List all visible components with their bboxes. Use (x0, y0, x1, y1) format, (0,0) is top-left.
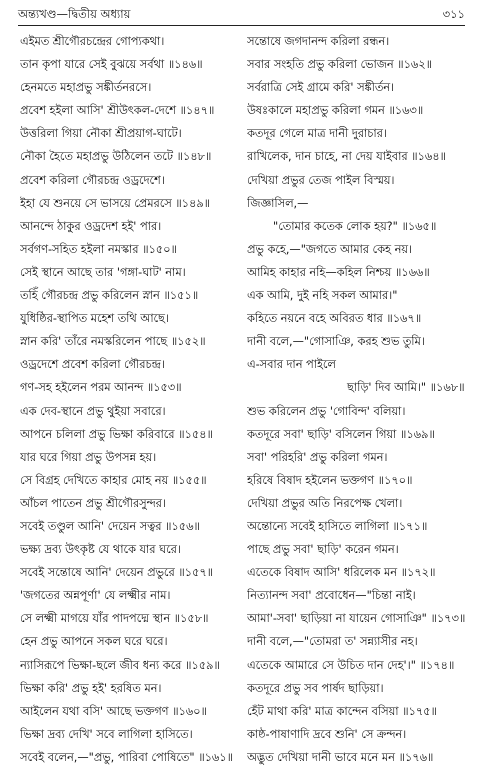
verse-line: উষঃকালে মহাপ্রভু করিলা গমন ॥১৬৩॥ (247, 104, 424, 118)
verse-line: সবেই বলেন,—"প্রভু, পারিবা পোষিতে" ॥১৬১॥ (20, 750, 233, 764)
verse-line: হেন প্রভু আপনে সকল ঘরে ঘরে। (20, 635, 168, 649)
verse-line: এইমত শ্রীগৌরচন্দ্রের গোপ্যকথা। (20, 35, 165, 48)
verse-line: এক আমি, দুই নহি সকল আমার।" (247, 289, 398, 303)
right-column (247, 30, 475, 769)
verse-line: রাখিলেক, দান চাহে, না দেয় যাইবার ॥১৬৪॥ (247, 150, 446, 164)
running-header (18, 6, 465, 22)
verse-line: অদ্ভুত দেখিয়া দানী ভাবে মনে মন ॥১৭৬॥ (247, 750, 434, 764)
verse-line: পাছে প্রভু সবা' ছাড়ি' করেন গমন। (247, 543, 399, 557)
verse-line: নিত্যানন্দ সবা' প্রবোধেন—"চিন্তা নাই। (247, 589, 416, 603)
verse-line: "তোমার কতেক লোক হয়?" ॥১৬৫॥ (273, 219, 437, 233)
verse-line: আমা'-সবা' ছাড়িয়া না যায়েন গোসাঞি" ॥১৭৩॥ (247, 612, 466, 626)
verse-line: সবার সংহতি প্রভু করিলা ভোজন ॥১৬২॥ (247, 58, 432, 72)
verse-line: কাষ্ঠ-পাষাণাদি দ্রবে শুনি' সে ক্রন্দন। (247, 727, 407, 741)
verse-line: ইহা যে শুনয়ে সে ভাসয়ে প্রেমরসে ॥১৪৯॥ (20, 196, 211, 210)
verse-line: প্রবেশ হইলা আসি' শ্রীউৎকল-দেশে ॥১৪৭॥ (20, 104, 215, 118)
verse-line: দেখিয়া প্রভুর অতি নিরপেক্ষ খেলা। (247, 496, 403, 510)
verse-line: ছাড়ি' দিব আমি।" ॥১৬৮॥ (347, 381, 465, 395)
header-rule (18, 25, 465, 26)
left-column (20, 30, 248, 769)
verse-line: সবেই তণ্ডুল আনি' দেয়েন সত্বর ॥১৫৬॥ (20, 519, 200, 533)
verse-line: কতদূর গেলে মাত্র দানী দুরাচার। (247, 127, 387, 141)
verse-line: আঁচল পাতেন প্রভু শ্রীগৌরসুন্দর। (20, 496, 166, 510)
verse-line: প্রবেশ করিলা গৌরচন্দ্র ওড্রদেশে। (20, 173, 165, 187)
verse-line: ভিক্ষা দ্রব্য দেখি' সবে লাগিলা হাসিতে। (20, 727, 193, 741)
verse-line: উত্তরিলা গিয়া নৌকা শ্রীপ্রয়াগ-ঘাটে। (20, 127, 182, 141)
verse-line: ন্যাসিরূপে ভিক্ষা-ছলে জীব ধন্য করে ॥১৫৯॥ (20, 658, 220, 672)
verse-line: সে লক্ষ্মী মাগয়ে যাঁর পাদপদ্মে স্থান ॥১৫৮॥ (20, 612, 209, 626)
verse-line: হেনমতে মহাপ্রভু সঙ্কীর্তনরসে। (20, 81, 152, 95)
verse-line: আমিহ কাহার নহি—কহিল নিশ্চয় ॥১৬৬॥ (247, 265, 430, 279)
verse-line: সবেই সন্তোষে আনি' দেয়েন প্রভুরে ॥১৫৭॥ (20, 566, 214, 580)
verse-line: এতেকে আমারে সে উচিত দান দেহ'।" ॥১৭৪॥ (247, 658, 455, 672)
verse-line: ভক্ষ্য দ্রব্য উৎকৃষ্ট যে থাকে যার ঘরে। (20, 543, 181, 557)
verse-line: সর্বরাত্রি সেই গ্রামে করি' সঙ্কীর্তন। (247, 81, 395, 95)
running-title: অন্ত্যখণ্ড—দ্বিতীয় অধ্যায় (18, 7, 131, 21)
verse-line: কহিতে নয়নে বহে অবিরত ধার ॥১৬৭॥ (247, 312, 422, 326)
verse-line: এতেকে বিষাদ আসি' ধরিলেক মন ॥১৭২॥ (247, 566, 436, 580)
verse-line: এক দেব-স্থানে প্রভু থুইয়া সবারে। (20, 404, 166, 418)
verse-line: কতদূরে প্রভু সব পার্ষদ ছাড়িয়া। (247, 681, 384, 695)
verse-line: সে বিগ্রহ দেখিতে কাহার মোহ নয় ॥১৫৫॥ (20, 473, 207, 487)
verse-line: কতদূরে সবা' ছাড়ি' বসিলেন গিয়া ॥১৬৯॥ (247, 427, 435, 441)
verse-line: আপনে চলিলা প্রভু ভিক্ষা করিবারে ॥১৫৪॥ (20, 427, 213, 441)
verse-line: গণ-সহ হইলেন পরম আনন্দ ॥১৫৩॥ (20, 381, 182, 395)
verse-line: শুভ করিলেন প্রভু 'গোবিন্দ' বলিয়া। (247, 404, 406, 418)
verse-line: তহিঁ গৌরচন্দ্র প্রভু করিলেন স্নান ॥১৫১॥ (20, 289, 199, 303)
verse-line: সর্বগণ-সহিত হইলা নমস্কার ॥১৫০॥ (20, 242, 177, 256)
verse-line: জিজ্ঞাসিল,— (247, 196, 309, 210)
verse-line: যুধিষ্ঠির-স্থাপিত মহেশ তথি আছে। (20, 312, 169, 326)
verse-line: 'জগতের অন্নপূর্ণা' যে লক্ষ্মীর নাম। (20, 589, 171, 603)
verse-line: তান কৃপা যারে সেই বুঝয়ে সর্বথা ॥১৪৬॥ (20, 58, 203, 72)
verse-line: ওড্রদেশে প্রবেশ করিলা গৌরচন্দ্র। (20, 358, 165, 372)
verse-line: দানী বলে,—"তোমরা ত' সন্ন্যাসীর নহ। (247, 635, 418, 649)
verse-line: প্রভু কহে,—"জগতে আমার কেহ নয়। (247, 242, 413, 256)
verse-line: সেই স্থানে আছে তার 'গঙ্গা-ঘাট' নাম। (20, 265, 186, 279)
verse-line: সন্তোষে জগদানন্দ করিলা রন্ধন। (247, 35, 390, 48)
verse-line: হরিষে বিষাদ হইলেন ভক্তগণ ॥১৭০॥ (247, 473, 413, 487)
verse-line: অন্তোন্যে সবেই হাসিতে লাগিলা ॥১৭১॥ (247, 519, 428, 533)
verse-line: ভিক্ষা করি' প্রভু হই' হরষিত মন। (20, 681, 162, 695)
verse-line: যার ঘরে গিয়া প্রভু উপসন্ন হয়। (20, 450, 157, 464)
verse-line: আইলেন যথা বসি' আছে ভক্তগণ ॥১৬০॥ (20, 704, 207, 718)
page-number: ৩১১ (442, 7, 465, 21)
verse-line: স্নান করি' তাঁরে নমস্করিলেন পাছে ॥১৫২॥ (20, 335, 206, 349)
verse-line: এ-সবার দান পাইলে (247, 358, 336, 372)
verse-line: হেঁট মাথা করি' মাত্র কান্দেন বসিয়া ॥১৭৫॥ (247, 704, 437, 718)
verse-line: আনন্দে ঠাকুর ওড্রদেশ হই' পার। (20, 219, 162, 233)
verse-line: দানী বলে,—"গোসাঞি, করহ শুভ তুমি। (247, 335, 425, 349)
verse-line: নৌকা হৈতে মহাপ্রভু উঠিলেন তটে ॥১৪৮॥ (20, 150, 212, 164)
verse-line: সবা' পরিহরি' প্রভু করিলা গমন। (247, 450, 388, 464)
verse-line: দেখিয়া প্রভুর তেজ পাইল বিস্ময়। (247, 173, 395, 187)
